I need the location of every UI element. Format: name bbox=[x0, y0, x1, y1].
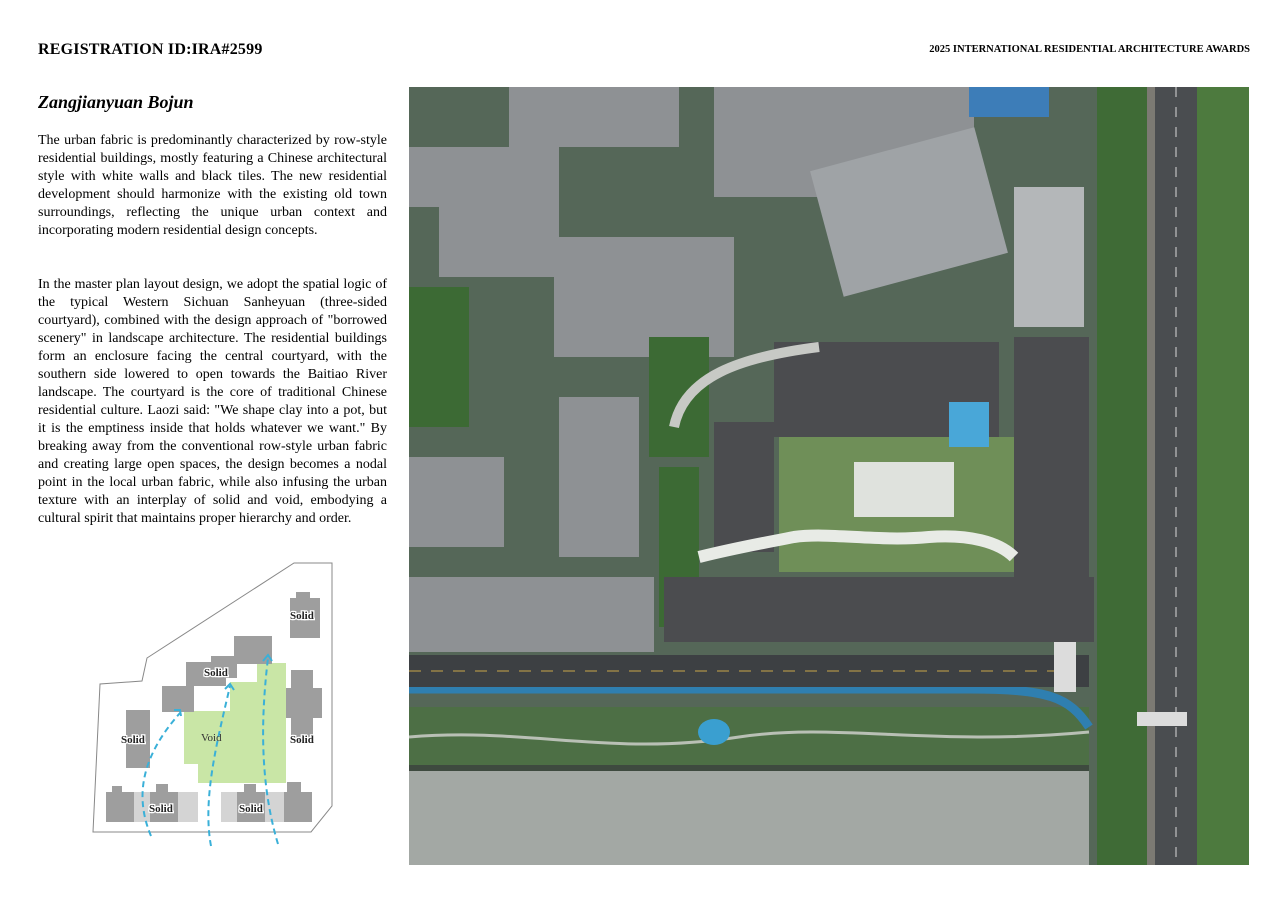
description-paragraph-1: The urban fabric is predominantly characterized by row-style residential buildings, mostly featuring a Chinese architectural style with white walls and black tiles. The new residential development should harmonize with the existing old town surroundings, reflecting the unique urban context and incorporating modern residential design concepts. bbox=[38, 133, 387, 238]
river bbox=[409, 767, 1089, 865]
solid-label: Solid bbox=[204, 667, 228, 679]
boulevard-trees-right bbox=[1197, 87, 1249, 865]
void-label: Void bbox=[201, 732, 222, 744]
solid-label: Solid bbox=[149, 803, 173, 815]
solid-label: Solid bbox=[290, 734, 314, 746]
aerial-site-photo bbox=[409, 87, 1249, 865]
project-title: Zangjianyuan Bojun bbox=[38, 92, 194, 112]
solid-label: Solid bbox=[121, 734, 145, 746]
registration-id: REGISTRATION ID:IRA#2599 bbox=[38, 41, 263, 58]
boulevard-trees-left bbox=[1097, 87, 1155, 865]
solid-label: Solid bbox=[239, 803, 263, 815]
solid-label: Solid bbox=[290, 610, 314, 622]
solid-void-diagram bbox=[90, 558, 350, 858]
description-paragraph-2: In the master plan layout design, we adopt the spatial logic of the typical Western Sichuan Sanheyuan (three-sided courtyard), combined with the design approach of "borrowed scenery" in landscape architecture. The residential buildings form an enclosure facing the central courtyard, with the southern side lowered to open towards the Baitiao River landscape. The courtyard is the core of traditional Chinese residential culture. Laozi said: "We shape clay into a pot, but it is the emptiness inside that holds whatever we want." By breaking away from the conventional row-style urban fabric and creating large open spaces, the design becomes a nodal point in the local urban fabric, while also infusing the urban texture with an interplay of solid and void, embodying a cultural spirit that maintains proper hierarchy and order. bbox=[38, 277, 387, 526]
awards-title: 2025 INTERNATIONAL RESIDENTIAL ARCHITECTURE AWARDS bbox=[929, 44, 1250, 55]
